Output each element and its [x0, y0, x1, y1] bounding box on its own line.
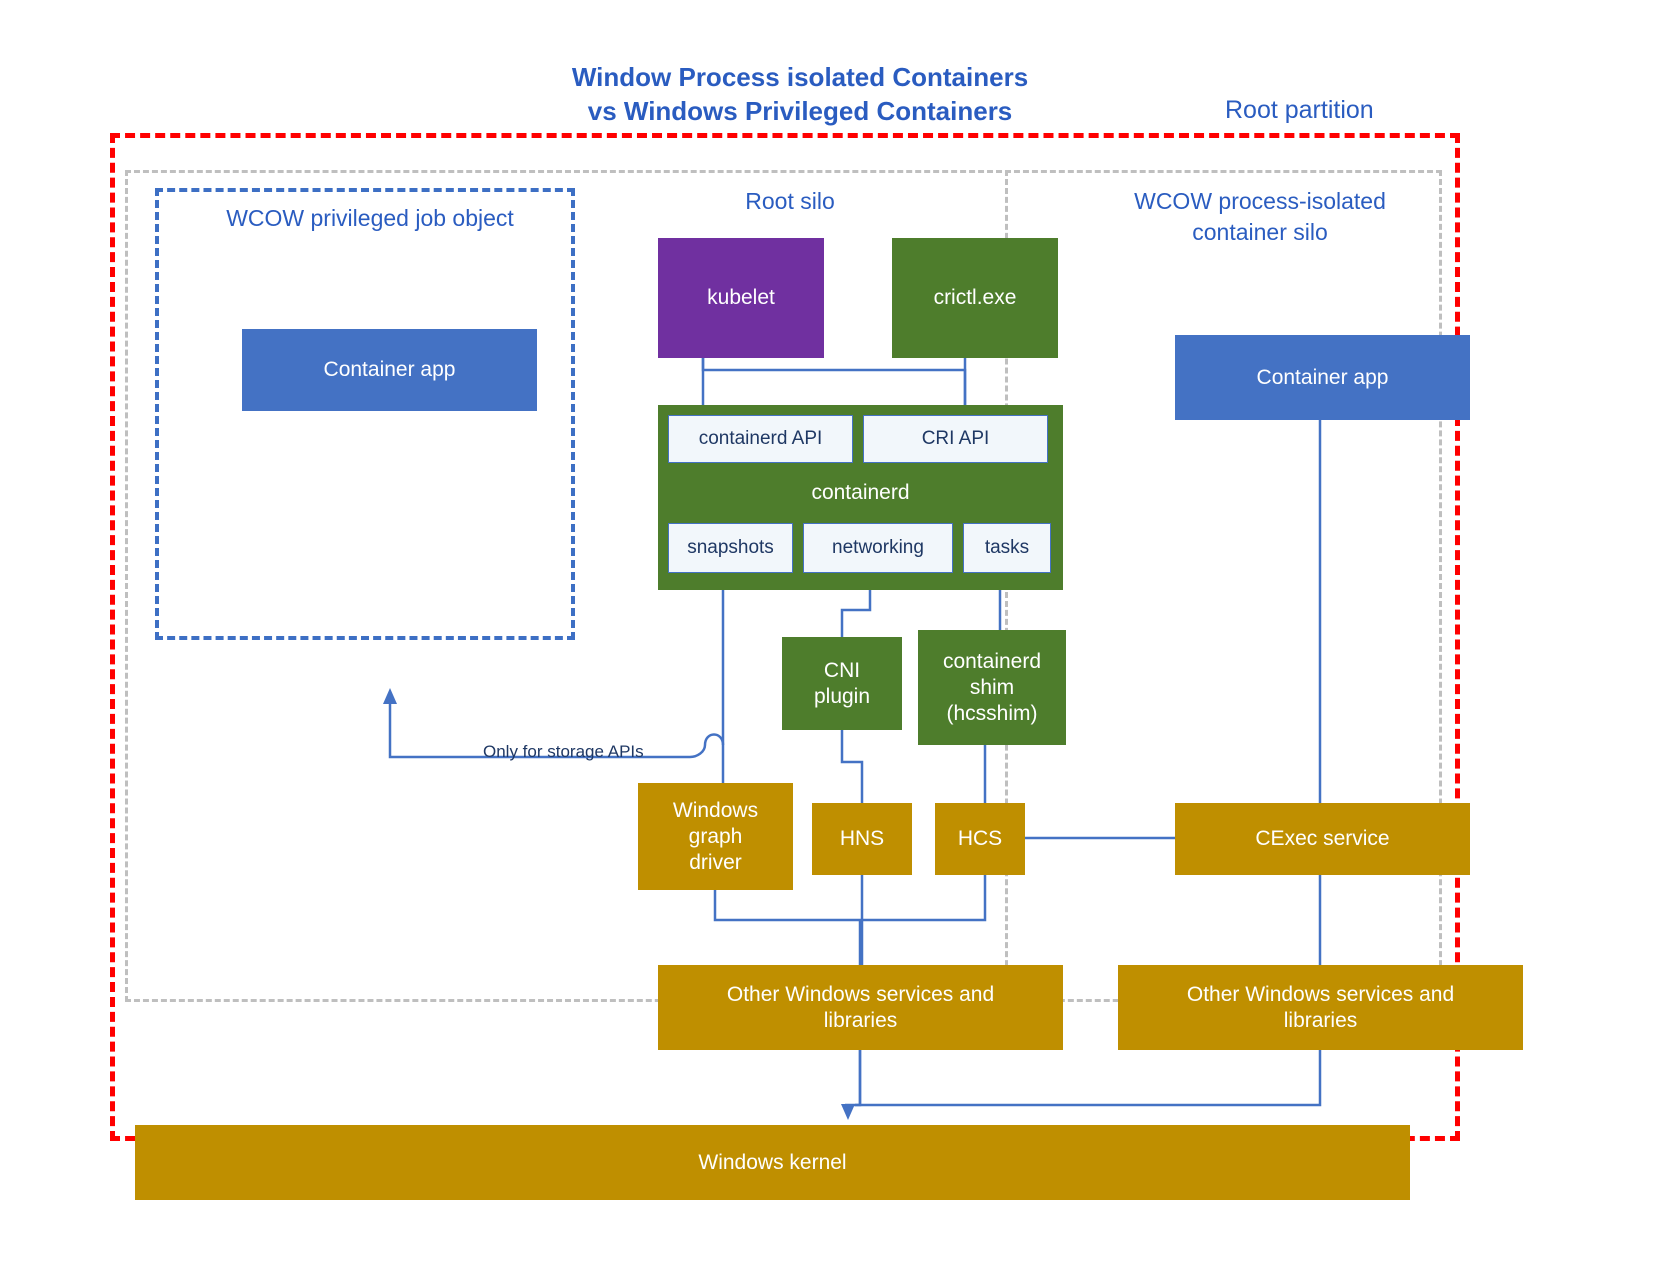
other-windows-services-left-line-2: libraries — [823, 1008, 898, 1032]
windows-graph-driver-line-1: Windows — [672, 798, 759, 822]
storage-api-note: Only for storage APIs — [483, 742, 644, 761]
kubelet-box[interactable]: kubelet — [658, 238, 824, 358]
cni-plugin-box[interactable] — [782, 637, 902, 730]
containerd-group[interactable] — [658, 405, 1063, 590]
tasks-box[interactable]: tasks — [963, 523, 1051, 573]
windows-graph-driver-line-3: driver — [689, 850, 742, 874]
title-line-2: vs Windows Privileged Containers — [587, 96, 1013, 126]
networking-box[interactable]: networking — [803, 523, 953, 573]
containerd-shim-box[interactable] — [918, 630, 1066, 745]
hcs-box[interactable]: HCS — [935, 803, 1025, 875]
container-app-privileged[interactable]: Container app — [242, 329, 537, 411]
windows-kernel-box[interactable]: Windows kernel — [135, 1125, 1410, 1200]
other-windows-services-right-line-1: Other Windows services and — [1186, 982, 1455, 1006]
wcow-privileged-job-object-label: WCOW privileged job object — [226, 205, 514, 231]
title-line-1: Window Process isolated Containers — [571, 62, 1029, 92]
root-partition-label: Root partition — [1225, 96, 1374, 124]
root-silo-label: Root silo — [745, 188, 835, 214]
crictl-box[interactable]: crictl.exe — [892, 238, 1058, 358]
wcow-privileged-job-object-boundary — [155, 188, 575, 640]
other-windows-services-left-line-1: Other Windows services and — [726, 982, 995, 1006]
wcow-process-isolated-silo-label-line-1: WCOW process-isolated — [1134, 188, 1386, 214]
wcow-process-isolated-silo-label — [1040, 186, 1480, 248]
containerd-label: containerd — [811, 481, 910, 504]
cexec-service-box[interactable]: CExec service — [1175, 803, 1470, 875]
containerd-shim-line-3: (hcsshim) — [946, 701, 1038, 725]
cni-plugin-line-1: CNI — [823, 658, 861, 682]
cri-api-box[interactable]: CRI API — [863, 415, 1048, 463]
hns-box[interactable]: HNS — [812, 803, 912, 875]
cni-plugin-line-2: plugin — [813, 684, 871, 708]
containerd-shim-line-2: shim — [969, 675, 1015, 699]
other-windows-services-right-line-2: libraries — [1283, 1008, 1358, 1032]
windows-graph-driver-line-2: graph — [688, 824, 743, 848]
containerd-api-box[interactable]: containerd API — [668, 415, 853, 463]
other-windows-services-right[interactable] — [1118, 965, 1523, 1050]
containerd-shim-line-1: containerd — [942, 649, 1042, 673]
snapshots-box[interactable]: snapshots — [668, 523, 793, 573]
other-windows-services-left[interactable] — [658, 965, 1063, 1050]
container-app-process-isolated[interactable]: Container app — [1175, 335, 1470, 420]
wcow-process-isolated-silo-label-line-2: container silo — [1192, 219, 1328, 245]
windows-graph-driver-box[interactable] — [638, 783, 793, 890]
